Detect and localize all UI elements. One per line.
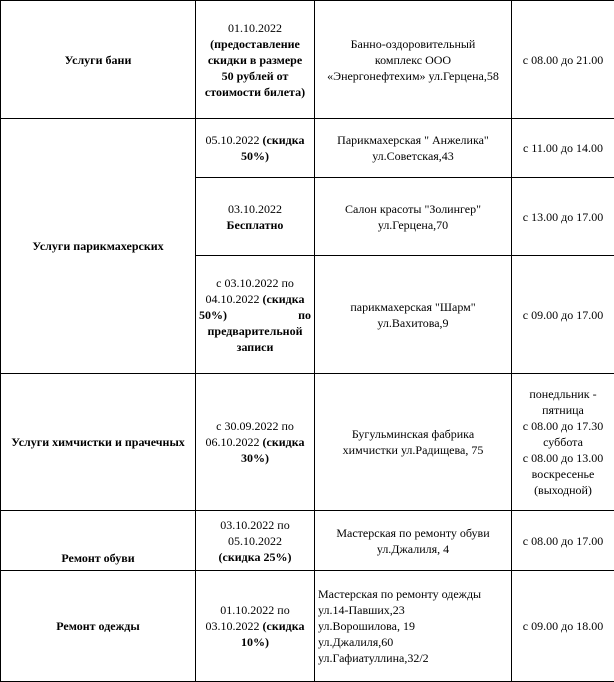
offer-date: 03.10.2022: [206, 619, 263, 633]
offer-terms: 10%): [199, 634, 311, 650]
offer-date: с 30.09.2022 по: [199, 418, 311, 434]
place-name: комплекс ООО: [318, 52, 508, 68]
place-address: ул.14-Павших,23: [318, 602, 508, 618]
table-row: [1, 119, 614, 178]
offer-terms: (скидка: [263, 435, 305, 449]
working-hours: воскресенье: [515, 466, 611, 482]
place-address: химчистки ул.Радищева, 75: [318, 442, 508, 458]
offer-date-cell: [196, 511, 315, 571]
place-cell: [315, 1, 512, 119]
offer-terms: (скидка: [263, 133, 305, 147]
working-hours: с 08.00 до 13.00: [515, 450, 611, 466]
service-clothes-repair: Ремонт одежды: [1, 571, 196, 682]
service-hairdressers: Услуги парикмахерских: [1, 119, 196, 374]
place-address: «Энергонефтехим» ул.Герцена,58: [318, 68, 508, 84]
hours-cell: [512, 119, 614, 178]
place-address: ул.Советская,43: [318, 148, 508, 164]
place-cell: [315, 256, 512, 374]
place-cell: [315, 511, 512, 571]
place-name: Мастерская по ремонту одежды: [318, 586, 508, 602]
table-row: [1, 571, 614, 682]
place-name: Бугульминская фабрика: [318, 426, 508, 442]
working-hours: (выходной): [515, 482, 611, 498]
working-hours: пятница: [515, 402, 611, 418]
offer-date-cell: [196, 1, 315, 119]
offer-terms: записи: [199, 339, 311, 355]
offer-date: 05.10.2022: [206, 133, 263, 147]
service-shoe-repair: Ремонт обуви: [1, 511, 196, 571]
working-hours: с 08.00 до 17.00: [515, 533, 611, 549]
table-row: [1, 511, 614, 571]
hours-cell: [512, 511, 614, 571]
working-hours: с 11.00 до 14.00: [515, 140, 611, 156]
offer-terms: (предоставление: [199, 36, 311, 52]
working-hours: с 09.00 до 18.00: [515, 618, 611, 634]
hours-cell: [512, 1, 614, 119]
offer-terms: (скидка 25%): [199, 549, 311, 565]
working-hours: понедльник -: [515, 386, 611, 402]
offer-terms: предварительной: [199, 323, 311, 339]
offer-date-cell: [196, 178, 315, 256]
offer-terms: стоимости билета): [199, 84, 311, 100]
working-hours: суббота: [515, 434, 611, 450]
offer-terms: Бесплатно: [199, 217, 311, 233]
place-name: Салон красоты "Золингер": [318, 201, 508, 217]
hours-cell: [512, 178, 614, 256]
working-hours: с 08.00 до 21.00: [515, 52, 611, 68]
offer-terms: (скидка: [263, 292, 305, 306]
place-name: парикмахерская "Шарм": [318, 299, 508, 315]
hours-cell: [512, 256, 614, 374]
place-address: ул.Джалиля,60: [318, 634, 508, 650]
offer-terms: 50 рублей от: [199, 68, 311, 84]
place-cell: [315, 119, 512, 178]
place-address: ул.Ворошилова, 19: [318, 618, 508, 634]
hours-cell: [512, 374, 614, 511]
offer-date: 05.10.2022: [199, 533, 311, 549]
offer-date: 03.10.2022 по: [199, 517, 311, 533]
place-address: ул.Джалиля, 4: [318, 541, 508, 557]
service-dry-cleaning: Услуги химчистки и прачечных: [1, 374, 196, 511]
offer-terms: 50%): [199, 307, 227, 323]
place-cell: [315, 571, 512, 682]
place-address: ул.Герцена,70: [318, 217, 508, 233]
working-hours: с 09.00 до 17.00: [515, 307, 611, 323]
offer-date-cell: [196, 119, 315, 178]
place-address: ул.Вахитова,9: [318, 315, 508, 331]
offer-date: с 03.10.2022 по: [199, 275, 311, 291]
place-cell: [315, 178, 512, 256]
offer-date-cell: [196, 256, 315, 374]
place-name: Банно-оздоровительный: [318, 36, 508, 52]
offer-date-cell: [196, 571, 315, 682]
table-row: [1, 374, 614, 511]
offer-terms: скидки в размере: [199, 52, 311, 68]
working-hours: с 13.00 до 17.00: [515, 209, 611, 225]
offer-date: 06.10.2022: [206, 435, 263, 449]
place-address: ул.Гафиатуллина,32/2: [318, 650, 508, 666]
offer-date: 01.10.2022: [199, 20, 311, 36]
offer-terms: по: [298, 307, 311, 323]
place-cell: [315, 374, 512, 511]
offer-date-cell: [196, 374, 315, 511]
hours-cell: [512, 571, 614, 682]
service-bath: Услуги бани: [1, 1, 196, 119]
place-name: Парикмахерская " Анжелика": [318, 132, 508, 148]
offer-date: 01.10.2022 по: [199, 602, 311, 618]
place-name: Мастерская по ремонту обуви: [318, 525, 508, 541]
offer-date: 04.10.2022: [206, 292, 263, 306]
offer-terms: 30%): [199, 450, 311, 466]
offer-terms: 50%): [199, 148, 311, 164]
table-row: [1, 1, 614, 119]
offer-date: 03.10.2022: [199, 201, 311, 217]
working-hours: с 08.00 до 17.30: [515, 418, 611, 434]
offer-terms: (скидка: [263, 619, 305, 633]
